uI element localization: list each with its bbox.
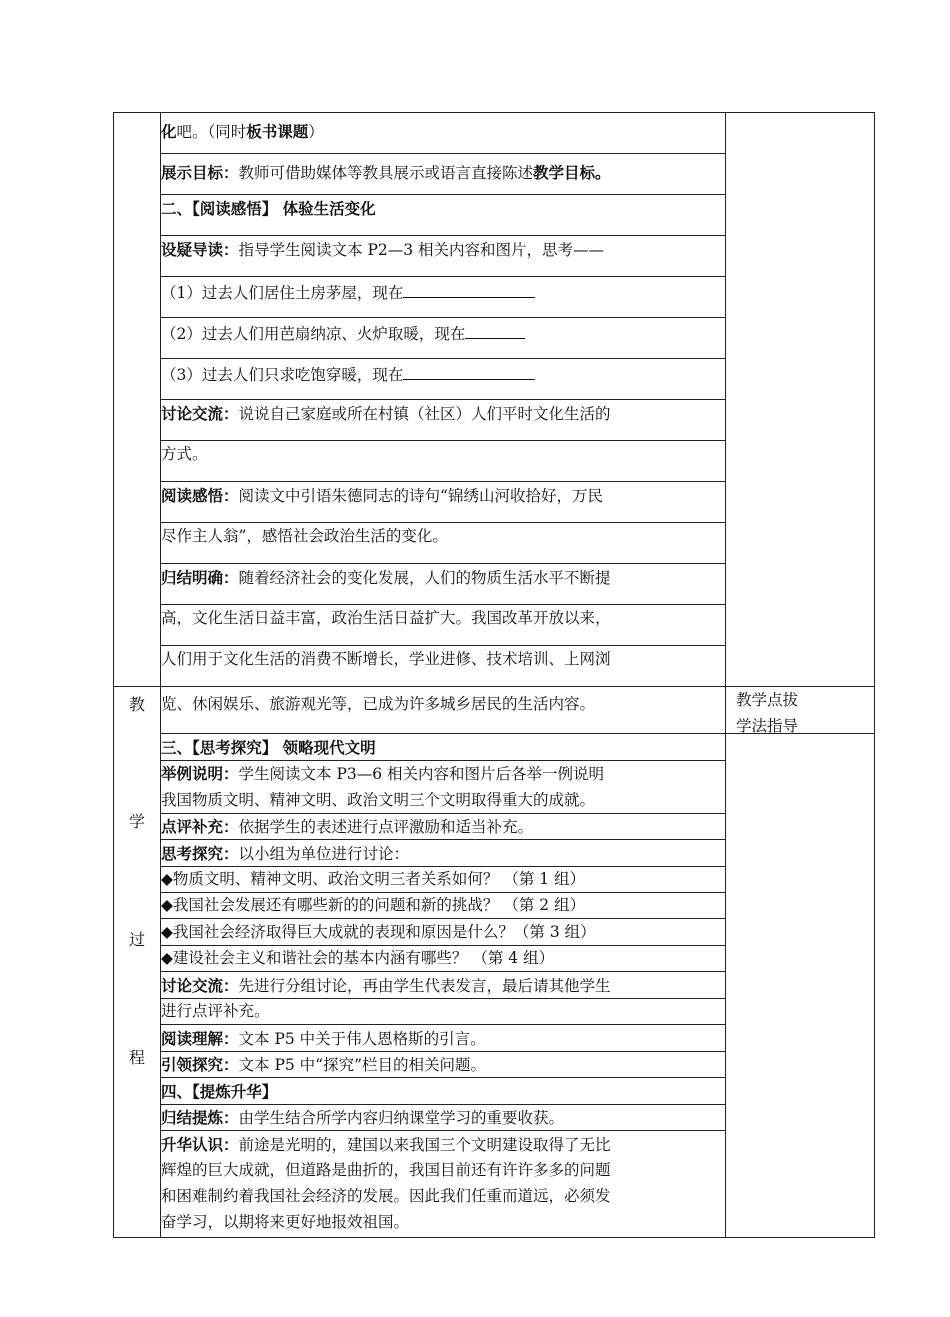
table-bottom-border: [113, 1237, 875, 1238]
row-upper-8: 方式。: [161, 445, 208, 463]
side-label-char-1: 教: [128, 695, 145, 714]
row-lower-15: 升华认识：前途是光明的，建国以来我国三个文明建设取得了无比: [161, 1135, 611, 1154]
row-lower-7: ◆我国社会经济取得巨大成就的表现和原因是什么？（第 3 组）: [161, 923, 596, 941]
row-lower-6: ◆我国社会发展还有哪些新的的问题和新的挑战？ （第 2 组）: [161, 896, 586, 914]
row-upper-6: （3）过去人们只求吃饱穿暖，现在: [161, 365, 717, 384]
row-upper-14: 览、休闲娱乐、旅游观光等，已成为许多城乡居民的生活内容。: [161, 695, 596, 713]
row-lower-12: 引领探究：文本 P5 中“探究”栏目的相关问题。: [161, 1055, 487, 1074]
row-lower-5: ◆物质文明、精神文明、政治文明三者关系如何？ （第 1 组）: [161, 870, 586, 888]
row-lower-11: 阅读理解：文本 P5 中关于伟人恩格斯的引言。: [161, 1029, 486, 1048]
row-upper-5: （2）过去人们用芭扇纳凉、火炉取暖，现在: [161, 324, 717, 343]
row-lower-3: 点评补充：依据学生的表述进行点评激励和适当补充。: [161, 817, 534, 836]
row-upper-10: 尽作主人翁”，感悟社会政治生活的变化。: [161, 527, 448, 545]
row-upper-7: 讨论交流：说说自己家庭或所在村镇（社区）人们平时文化生活的: [161, 404, 611, 423]
row-lower-1: 举例说明：学生阅读文本 P3—6 相关内容和图片后各举一例说明: [161, 764, 605, 783]
row-upper-0: 化吧。（同时板书课题）: [161, 122, 324, 141]
table-left-border: [113, 112, 114, 1238]
row-lower-17: 和困难制约着我国社会经济的发展。因此我们任重而道远，必须发: [161, 1187, 611, 1205]
table-top-border: [113, 112, 875, 113]
row-lower-0: 三、【思考探究】 领略现代文明: [161, 738, 376, 757]
row-upper-2: 二、【阅读感悟】 体验生活变化: [161, 199, 376, 218]
row-upper-1: 展示目标：教师可借助媒体等教具展示或语言直接陈述教学目标。: [161, 163, 611, 182]
side-label-char-2: 学: [128, 812, 145, 831]
row-upper-3: 设疑导读：指导学生阅读文本 P2—3 相关内容和图片，思考——: [161, 240, 605, 259]
row-lower-4: 思考探究：以小组为单位进行讨论：: [161, 844, 410, 863]
row-lower-2: 我国物质文明、精神文明、政治文明三个文明取得重大的成就。: [161, 791, 596, 809]
column-divider-2: [725, 112, 726, 1238]
row-lower-14: 归结提炼：由学生结合所学内容归纳课堂学习的重要收获。: [161, 1108, 565, 1127]
side-label-char-3: 过: [128, 930, 145, 949]
table-right-border: [874, 112, 875, 1238]
row-upper-12: 高，文化生活日益丰富，政治生活日益扩大。我国改革开放以来，: [161, 609, 611, 627]
side-label-char-4: 程: [128, 1048, 145, 1067]
row-lower-8: ◆建设社会主义和谐社会的基本内涵有哪些？ （第 4 组）: [161, 949, 555, 967]
guidance-label-2: 学法指导: [736, 717, 799, 735]
guidance-label-1: 教学点拔: [736, 691, 799, 709]
row-lower-18: 奋学习，以期将来更好地报效祖国。: [161, 1213, 410, 1231]
row-lower-10: 进行点评补充。: [161, 1002, 270, 1020]
row-upper-11: 归结明确：随着经济社会的变化发展，人们的物质生活水平不断提: [161, 568, 611, 587]
row-upper-4: （1）过去人们居住土房茅屋，现在: [161, 283, 717, 302]
lesson-plan-table: [113, 112, 875, 1238]
row-lower-13: 四、【提炼升华】: [161, 1082, 278, 1101]
fill-blank-2[interactable]: [465, 324, 525, 339]
fill-blank-1[interactable]: [403, 283, 535, 298]
row-upper-13: 人们用于文化生活的消费不断增长，学业进修、技术培训、上网浏: [161, 650, 611, 668]
row-lower-9: 讨论交流：先进行分组讨论，再由学生代表发言，最后请其他学生: [161, 976, 611, 995]
fill-blank-3[interactable]: [403, 365, 535, 380]
row-upper-9: 阅读感悟：阅读文中引语朱德同志的诗句“锦绣山河收拾好，万民: [161, 486, 603, 505]
row-lower-16: 辉煌的巨大成就，但道路是曲折的，我国目前还有许许多多的问题: [161, 1161, 611, 1179]
